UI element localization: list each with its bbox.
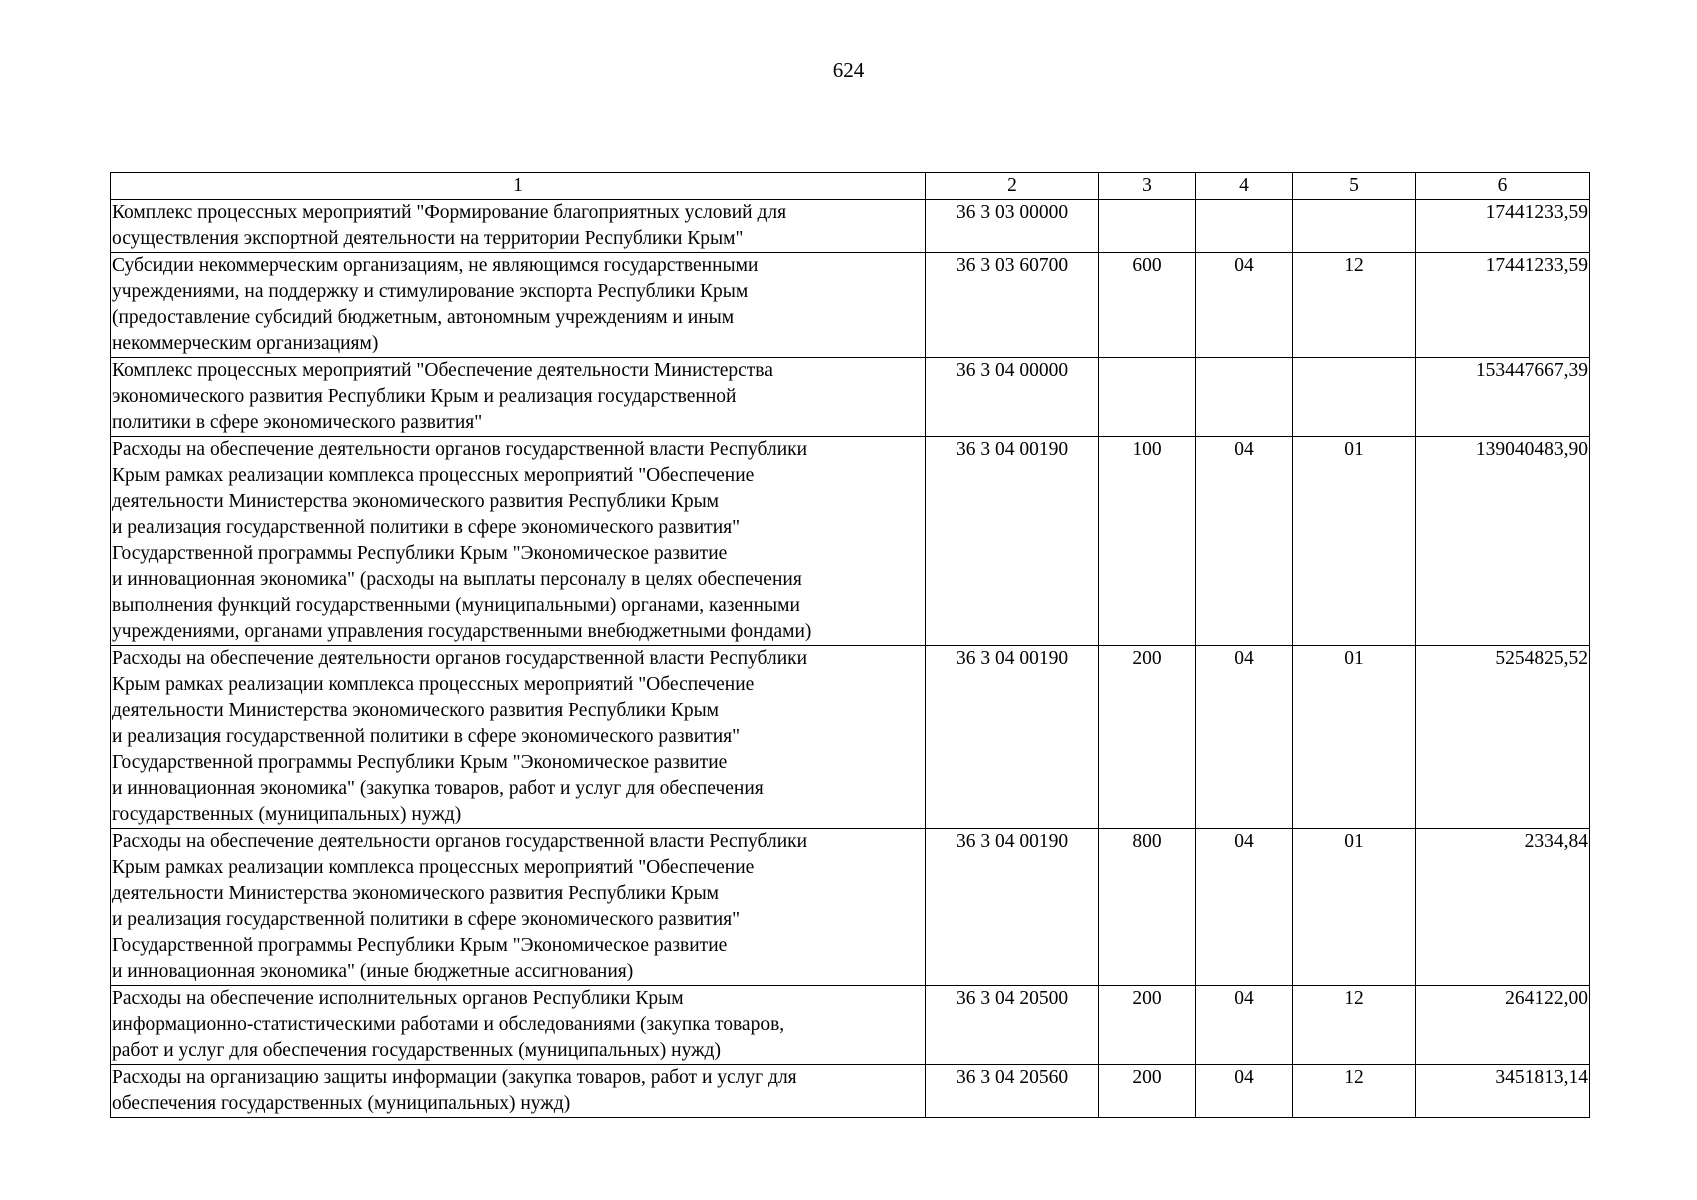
row-vr [1099, 200, 1196, 253]
row-amount: 153447667,39 [1416, 358, 1590, 437]
row-code: 36 3 04 20560 [926, 1065, 1099, 1118]
table-row [111, 829, 1590, 986]
table-row [111, 1065, 1590, 1118]
row-code: 36 3 04 00190 [926, 646, 1099, 829]
column-header: 2 [926, 173, 1099, 200]
row-name: Комплекс процессных мероприятий "Обеспечение деятельности Министерства экономического развития Республики Крым и реализация государственной политики в сфере экономического развития" [111, 358, 926, 437]
row-name: Расходы на обеспечение деятельности органов государственной власти Республики Крым рамках реализации комплекса процессных мероприятий "Обеспечение деятельности Министерства экономического развития Республики Крым и реализация государственной политики в сфере экономического развития" Государственной программы Республики Крым "Экономическое развитие и инновационная экономика" (расходы на выплаты персоналу в целях обеспечения выполнения функций государственными (муниципальными) органами, казенными учреждениями, органами управления государственными внебюджетными фондами) [111, 437, 926, 646]
table-row [111, 200, 1590, 253]
row-code: 36 3 04 00000 [926, 358, 1099, 437]
row-code: 36 3 04 00190 [926, 829, 1099, 986]
row-amount: 17441233,59 [1416, 253, 1590, 358]
row-vr: 200 [1099, 646, 1196, 829]
row-vr: 200 [1099, 986, 1196, 1065]
row-name: Расходы на организацию защиты информации (закупка товаров, работ и услуг для обеспечения государственных (муниципальных) нужд) [111, 1065, 926, 1118]
row-amount: 5254825,52 [1416, 646, 1590, 829]
row-rz [1196, 358, 1293, 437]
row-rz: 04 [1196, 646, 1293, 829]
column-header: 3 [1099, 173, 1196, 200]
row-rz: 04 [1196, 986, 1293, 1065]
row-code: 36 3 03 60700 [926, 253, 1099, 358]
row-pr: 01 [1293, 829, 1416, 986]
table-body [111, 200, 1590, 1118]
row-code: 36 3 03 00000 [926, 200, 1099, 253]
row-pr: 01 [1293, 437, 1416, 646]
row-pr: 01 [1293, 646, 1416, 829]
header-row [111, 173, 1590, 200]
row-amount: 264122,00 [1416, 986, 1590, 1065]
row-amount: 2334,84 [1416, 829, 1590, 986]
table-header [111, 173, 1590, 200]
column-header: 5 [1293, 173, 1416, 200]
table-row [111, 253, 1590, 358]
page-number: 624 [832, 58, 865, 82]
row-name: Расходы на обеспечение исполнительных органов Республики Крым информационно-статистическими работами и обследованиями (закупка товаров, работ и услуг для обеспечения государственных (муниципальных) нужд) [111, 986, 926, 1065]
row-code: 36 3 04 20500 [926, 986, 1099, 1065]
row-rz: 04 [1196, 829, 1293, 986]
row-amount: 17441233,59 [1416, 200, 1590, 253]
table-row [111, 437, 1590, 646]
table-row [111, 358, 1590, 437]
row-code: 36 3 04 00190 [926, 437, 1099, 646]
row-name: Расходы на обеспечение деятельности органов государственной власти Республики Крым рамках реализации комплекса процессных мероприятий "Обеспечение деятельности Министерства экономического развития Республики Крым и реализация государственной политики в сфере экономического развития" Государственной программы Республики Крым "Экономическое развитие и инновационная экономика" (иные бюджетные ассигнования) [111, 829, 926, 986]
row-vr: 600 [1099, 253, 1196, 358]
budget-table [110, 172, 1590, 1118]
row-amount: 139040483,90 [1416, 437, 1590, 646]
row-rz [1196, 200, 1293, 253]
row-pr: 12 [1293, 1065, 1416, 1118]
row-pr: 12 [1293, 986, 1416, 1065]
row-vr: 800 [1099, 829, 1196, 986]
row-rz: 04 [1196, 1065, 1293, 1118]
row-amount: 3451813,14 [1416, 1065, 1590, 1118]
table-row [111, 986, 1590, 1065]
table-row [111, 646, 1590, 829]
row-vr [1099, 358, 1196, 437]
row-vr: 100 [1099, 437, 1196, 646]
row-rz: 04 [1196, 253, 1293, 358]
row-name: Комплекс процессных мероприятий "Формирование благоприятных условий для осуществления экспортной деятельности на территории Республики Крым" [111, 200, 926, 253]
row-pr [1293, 358, 1416, 437]
row-pr: 12 [1293, 253, 1416, 358]
column-header: 6 [1416, 173, 1590, 200]
row-rz: 04 [1196, 437, 1293, 646]
row-name: Расходы на обеспечение деятельности органов государственной власти Республики Крым рамках реализации комплекса процессных мероприятий "Обеспечение деятельности Министерства экономического развития Республики Крым и реализация государственной политики в сфере экономического развития" Государственной программы Республики Крым "Экономическое развитие и инновационная экономика" (закупка товаров, работ и услуг для обеспечения государственных (муниципальных) нужд) [111, 646, 926, 829]
column-header: 4 [1196, 173, 1293, 200]
row-name: Субсидии некоммерческим организациям, не являющимся государственными учреждениями, на поддержку и стимулирование экспорта Республики Крым (предоставление субсидий бюджетным, автономным учреждениям и иным некоммерческим организациям) [111, 253, 926, 358]
row-pr [1293, 200, 1416, 253]
column-header: 1 [111, 173, 926, 200]
row-vr: 200 [1099, 1065, 1196, 1118]
